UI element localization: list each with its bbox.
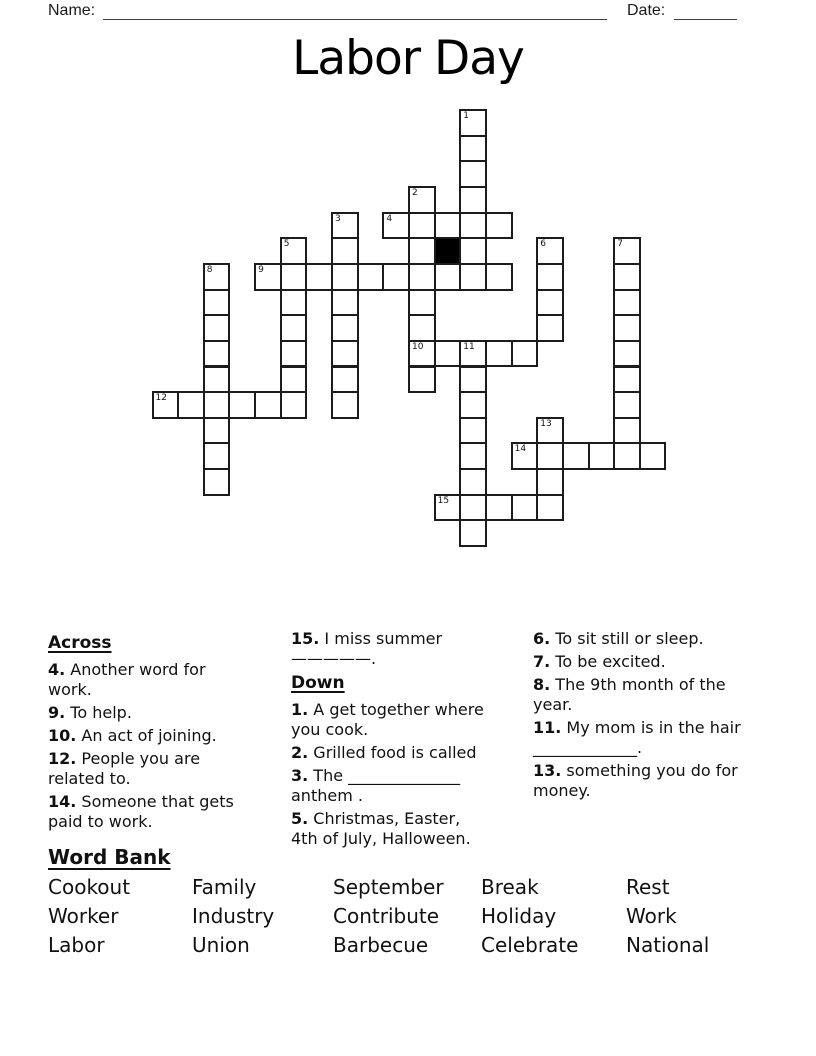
grid-cell[interactable] (203, 340, 231, 368)
clue-item (48, 749, 273, 789)
grid-cell[interactable] (203, 314, 231, 342)
cell-number: 14 (514, 444, 527, 455)
word-bank-word: Rest (626, 875, 670, 899)
clue-text: _____________. (533, 738, 643, 757)
clue-column (533, 629, 793, 804)
clue-number: 14. (48, 792, 77, 811)
clue-item (533, 761, 793, 801)
grid-cell[interactable] (280, 237, 308, 265)
clue-text: The ______________ (308, 766, 461, 785)
grid-cell[interactable] (613, 237, 641, 265)
clue-number: 1. (291, 700, 309, 719)
grid-cell[interactable] (203, 366, 231, 394)
grid-cell[interactable] (203, 417, 231, 445)
grid-cell[interactable] (203, 263, 231, 291)
grid-cell[interactable] (280, 289, 308, 317)
grid-cell[interactable] (408, 263, 436, 291)
grid-cell[interactable] (459, 263, 487, 291)
clue-number: 10. (48, 726, 77, 745)
grid-cell[interactable] (254, 391, 282, 419)
grid-cell[interactable] (485, 212, 513, 240)
clue-number: 9. (48, 703, 66, 722)
grid-cell[interactable] (331, 340, 359, 368)
word-bank-word: National (626, 933, 710, 957)
grid-cell[interactable] (459, 417, 487, 445)
clue-text: People you are (76, 749, 201, 768)
clue-number: 7. (533, 652, 551, 671)
word-bank-word: Family (192, 875, 257, 899)
clue-item (291, 766, 521, 806)
cell-number: 10 (412, 341, 424, 352)
word-bank-word: September (333, 875, 444, 899)
grid-cell[interactable] (203, 391, 231, 419)
grid-cell[interactable] (536, 494, 564, 522)
clue-number: 2. (291, 743, 309, 762)
grid-cell[interactable] (331, 237, 359, 265)
clue-item (48, 792, 273, 832)
clue-text: Another word for (65, 660, 206, 679)
word-bank-word: Labor (48, 933, 105, 957)
cell-number: 13 (540, 418, 552, 429)
grid-cell[interactable] (536, 314, 564, 342)
clue-number: 11. (533, 718, 562, 737)
grid-cell[interactable] (459, 519, 487, 547)
word-bank-word: Industry (192, 904, 275, 928)
word-bank-word: Cookout (48, 875, 131, 899)
clue-number: 3. (291, 766, 309, 785)
clue-text: Grilled food is called (308, 743, 477, 762)
grid-cell[interactable] (434, 263, 462, 291)
cell-number: 1 (463, 111, 470, 121)
clue-text: To help. (65, 703, 132, 722)
grid-cell[interactable] (434, 494, 462, 522)
grid-cell[interactable] (254, 263, 282, 291)
page-title: Labor Day (292, 31, 524, 86)
clue-text: An act of joining. (76, 726, 217, 745)
grid-cell[interactable] (536, 417, 564, 445)
grid-cell[interactable] (459, 442, 487, 470)
clue-number: 5. (291, 809, 309, 828)
grid-cell[interactable] (485, 494, 513, 522)
name-label: Name: (48, 2, 96, 19)
grid-cell[interactable] (331, 263, 359, 291)
grid-cell[interactable] (280, 366, 308, 394)
clue-text: The 9th month of the (550, 675, 726, 694)
clue-item (533, 629, 793, 649)
cell-number: 4 (386, 213, 393, 224)
grid-cell[interactable] (613, 263, 641, 291)
grid-cell[interactable] (331, 391, 359, 419)
grid-cell[interactable] (408, 340, 436, 368)
grid-cell[interactable] (459, 237, 487, 265)
grid-cell[interactable] (382, 263, 410, 291)
grid-cell[interactable] (152, 391, 180, 419)
clue-text: work. (48, 680, 92, 699)
grid-cell[interactable] (536, 237, 564, 265)
grid-cell[interactable] (331, 212, 359, 240)
grid-cell[interactable] (305, 263, 333, 291)
grid-cell[interactable] (511, 442, 539, 470)
grid-cell[interactable] (536, 468, 564, 496)
grid-cell[interactable] (408, 212, 436, 240)
grid-cell[interactable] (331, 289, 359, 317)
clue-text: To be excited. (550, 652, 666, 671)
word-bank-word: Worker (48, 904, 119, 928)
clue-item (48, 660, 273, 700)
grid-cell[interactable] (536, 289, 564, 317)
clue-item (291, 629, 521, 669)
grid-cell[interactable] (536, 263, 564, 291)
clue-text: To sit still or sleep. (550, 629, 704, 648)
grid-cell[interactable] (459, 391, 487, 419)
grid-cell[interactable] (280, 263, 308, 291)
cell-number: 8 (206, 264, 213, 275)
down-heading: Down (291, 673, 345, 693)
clue-text: —————. (291, 649, 377, 668)
clue-number: 4. (48, 660, 66, 679)
clue-number: 6. (533, 629, 551, 648)
cell-number: 7 (617, 239, 623, 250)
black-cell (434, 237, 462, 265)
clue-number: 12. (48, 749, 77, 768)
clue-text: anthem . (291, 786, 363, 805)
grid-cell[interactable] (228, 391, 256, 419)
grid-cell[interactable] (459, 340, 487, 368)
clue-item (291, 743, 521, 763)
grid-cell[interactable] (459, 468, 487, 496)
clue-number: 15. (291, 629, 320, 648)
grid-cell[interactable] (408, 314, 436, 342)
grid-cell[interactable] (280, 340, 308, 368)
cell-number: 11 (463, 341, 475, 352)
grid-cell[interactable] (203, 442, 231, 470)
grid-cell[interactable] (434, 340, 462, 368)
clue-item (48, 726, 273, 746)
grid-cell[interactable] (280, 314, 308, 342)
grid-cell[interactable] (613, 366, 641, 394)
grid-cell[interactable] (459, 366, 487, 394)
grid-cell[interactable] (511, 494, 539, 522)
grid-cell[interactable] (408, 289, 436, 317)
word-bank-word: Break (481, 875, 539, 899)
grid-cell[interactable] (536, 442, 564, 470)
clue-item (533, 675, 793, 715)
clue-column (291, 629, 521, 852)
grid-cell[interactable] (408, 366, 436, 394)
word-bank-word: Work (626, 904, 677, 928)
grid-cell[interactable] (408, 237, 436, 265)
clue-item (533, 652, 793, 672)
grid-cell[interactable] (562, 442, 590, 470)
grid-cell[interactable] (459, 135, 487, 163)
grid-cell[interactable] (459, 494, 487, 522)
clue-text: related to. (48, 769, 131, 788)
clue-text: paid to work. (48, 812, 153, 831)
grid-cell[interactable] (588, 442, 616, 470)
clue-text: you cook. (291, 720, 369, 739)
word-bank-word: Barbecue (333, 933, 429, 957)
grid-cell[interactable] (613, 442, 641, 470)
cell-number: 3 (335, 213, 341, 224)
grid-cell[interactable] (613, 314, 641, 342)
grid-cell[interactable] (613, 340, 641, 368)
grid-cell[interactable] (613, 391, 641, 419)
grid-cell[interactable] (280, 391, 308, 419)
clue-item (533, 718, 793, 758)
clue-number: 13. (533, 761, 562, 780)
clue-item (291, 809, 521, 849)
grid-cell[interactable] (613, 417, 641, 445)
clue-text: something you do for (561, 761, 738, 780)
grid-cell[interactable] (434, 212, 462, 240)
cell-number: 6 (540, 239, 546, 250)
word-bank-heading: Word Bank (48, 845, 171, 869)
clue-item (48, 703, 273, 723)
grid-cell[interactable] (485, 340, 513, 368)
across-heading: Across (48, 633, 112, 653)
grid-cell[interactable] (177, 391, 205, 419)
clue-text: year. (533, 695, 573, 714)
clue-text: 4th of July, Halloween. (291, 829, 471, 848)
grid-cell[interactable] (459, 109, 487, 137)
grid-cell[interactable] (459, 186, 487, 214)
clue-text: money. (533, 781, 591, 800)
clue-number: 8. (533, 675, 551, 694)
clue-text: Christmas, Easter, (308, 809, 461, 828)
cell-number: 2 (412, 187, 418, 198)
name-line (103, 3, 607, 20)
word-bank-word: Contribute (333, 904, 440, 928)
clue-column (48, 629, 273, 835)
cell-number: 15 (437, 495, 450, 506)
cell-number: 9 (258, 264, 264, 275)
grid-cell[interactable] (203, 468, 231, 496)
grid-cell[interactable] (331, 314, 359, 342)
word-bank-word: Holiday (481, 904, 557, 928)
clue-text: A get together where (308, 700, 484, 719)
date-line (674, 3, 737, 20)
grid-cell[interactable] (613, 289, 641, 317)
grid-cell[interactable] (511, 340, 539, 368)
clue-item (291, 700, 521, 740)
date-label: Date: (627, 2, 666, 19)
grid-cell[interactable] (357, 263, 385, 291)
grid-cell[interactable] (331, 366, 359, 394)
cell-number: 12 (155, 393, 167, 404)
grid-cell[interactable] (459, 212, 487, 240)
clue-text: I miss summer (319, 629, 443, 648)
grid-cell[interactable] (485, 263, 513, 291)
grid-cell[interactable] (639, 442, 667, 470)
word-bank-word: Union (192, 933, 250, 957)
grid-cell[interactable] (203, 289, 231, 317)
grid-cell[interactable] (408, 186, 436, 214)
word-bank-word: Celebrate (481, 933, 579, 957)
grid-cell[interactable] (382, 212, 410, 240)
clue-text: My mom is in the hair (561, 718, 741, 737)
clue-text: Someone that gets (76, 792, 234, 811)
grid-cell[interactable] (459, 160, 487, 188)
cell-number: 5 (283, 239, 290, 250)
